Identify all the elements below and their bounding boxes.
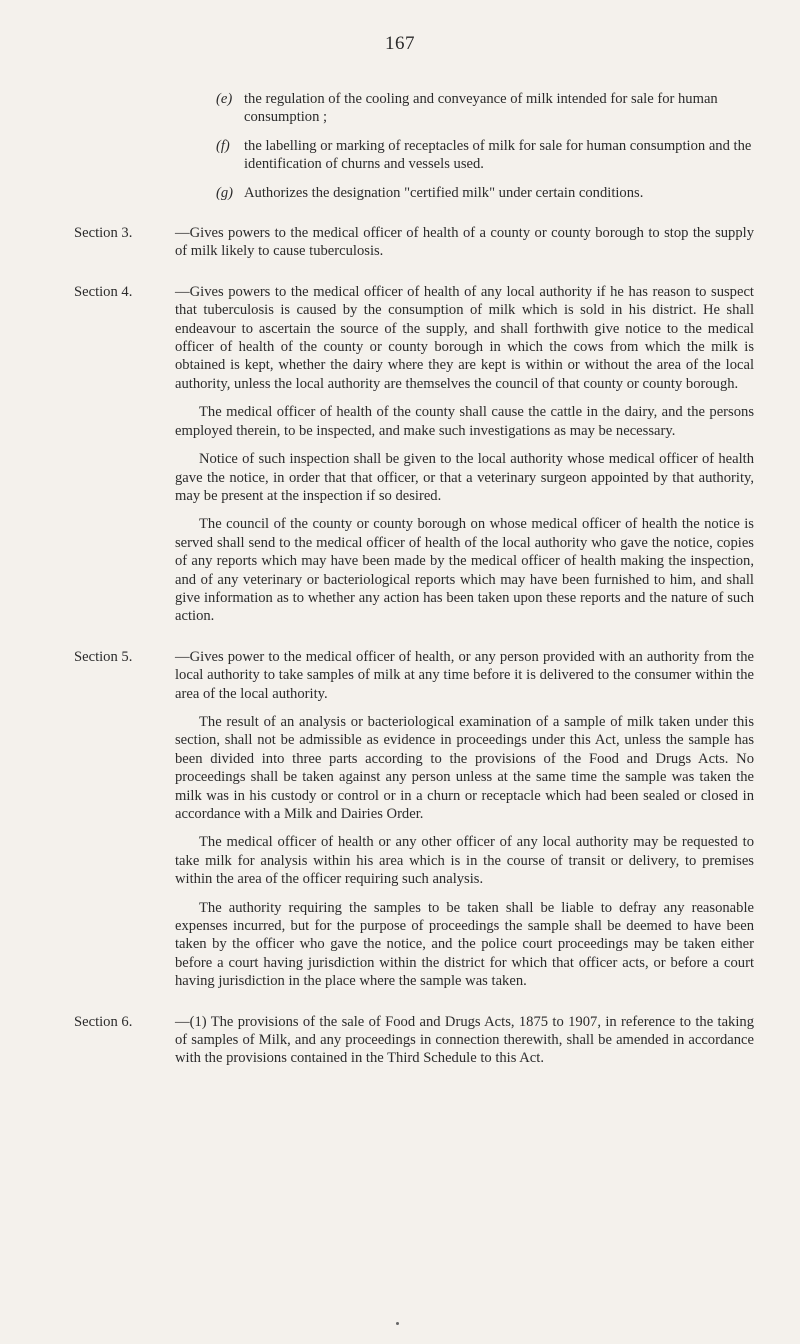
list-item-f — [74, 137, 754, 174]
section-lead: —(1) The provisions of the sale of Food and Drugs Acts, 1875 to 1907, in reference to the taking of samples of Milk, and any proceedings in connection therewith, shall be amended in accordance with the provisions contained in the Third Schedule to this Act. — [175, 1013, 754, 1067]
page-number: 167 — [385, 33, 415, 54]
section-6 — [74, 1013, 754, 1068]
section-4 — [74, 283, 754, 393]
section-paragraph: Notice of such inspection shall be given to the local authority whose medical officer of health gave the notice, in order that that officer, or that a veterinary surgeon appointed by that authority, may be present at the inspection if so desired. — [175, 451, 754, 504]
document-body — [74, 90, 754, 1078]
item-marker: (f) — [216, 137, 230, 154]
section-label: Section 3. — [74, 225, 133, 242]
section-paragraph: The authority requiring the samples to be taken shall be liable to defray any reasonable expenses incurred, but for the purpose of proceedings the sample shall be deemed to have been taken by the officer who gave the notice, and the police court proceedings may be taken either before a court having jurisdiction within the district for which that officer acts, or before a court having jurisdiction in the place where the sample was taken. — [175, 899, 754, 990]
section-paragraph: The council of the county or county borough on whose medical officer of health the notice is served shall send to the medical officer of health of the local authority who gave the notice, copies of any reports which may have been made by the medical officer of health making the inspection, and of any veterinary or bacteriological reports which may have been furnished to him, and shall give information as to whether any action has been taken upon these reports and the nature of such action. — [175, 516, 754, 625]
item-text: Authorizes the designation "certified milk" under certain conditions. — [244, 184, 644, 201]
item-text: the regulation of the cooling and conveyance of milk intended for sale for human consumption ; — [244, 91, 718, 126]
section-3 — [74, 224, 754, 261]
item-text: the labelling or marking of receptacles of milk for sale for human consumption and the identification of churns and vessels used. — [244, 137, 752, 173]
section-lead: —Gives power to the medical officer of health, or any person provided with an authority from the local authority to take samples of milk at any time before it is delivered to the consumer within the area of the local authority. — [175, 648, 754, 702]
section-label: Section 4. — [74, 283, 133, 300]
item-marker: (e) — [216, 91, 233, 107]
item-marker: (g) — [216, 184, 234, 201]
bottom-dot-mark — [396, 1322, 399, 1325]
section-5 — [74, 648, 754, 703]
section-paragraph: The medical officer of health of the county shall cause the cattle in the dairy, and the persons employed therein, to be inspected, and make such investigations as may be necessary. — [175, 404, 754, 439]
section-paragraph: The result of an analysis or bacteriological examination of a sample of milk taken under this section, shall not be admissible as evidence in proceedings under this Act, unless the sample has been divided into three parts according to the provisions of the Food and Drugs Acts. No proceedings shall be taken against any person unless at the same time the sample was taken the milk was in his custody or control or in a churn or receptacle which had been sealed or closed in accordance with a Milk and Dairies Order. — [175, 713, 754, 822]
section-paragraph: The medical officer of health or any other officer of any local authority may be requested to take milk for analysis within his area which is in the course of transit or delivery, to premises within the area of the officer requiring such analysis. — [175, 834, 754, 888]
list-item-g — [74, 184, 754, 202]
section-lead: —Gives powers to the medical officer of health of any local authority if he has reason to suspect that tuberculosis is caused by the consumption of milk which is sold in his district. He shall endeavour to ascertain the source of the supply, and shall forthwith give notice to the medical officer of health of the county or county borough in which the cows from which the milk is obtained is kept, whether the dairy where they are kept is within or without the area of the local authority, unless the local authority are themselves the council of that county or county borough. — [175, 283, 754, 392]
section-label: Section 6. — [74, 1013, 133, 1030]
section-lead: —Gives powers to the medical officer of health of a county or county borough to stop the supply of milk likely to cause tuberculosis. — [175, 225, 754, 260]
section-label: Section 5. — [74, 648, 133, 665]
list-item-e — [74, 90, 754, 127]
